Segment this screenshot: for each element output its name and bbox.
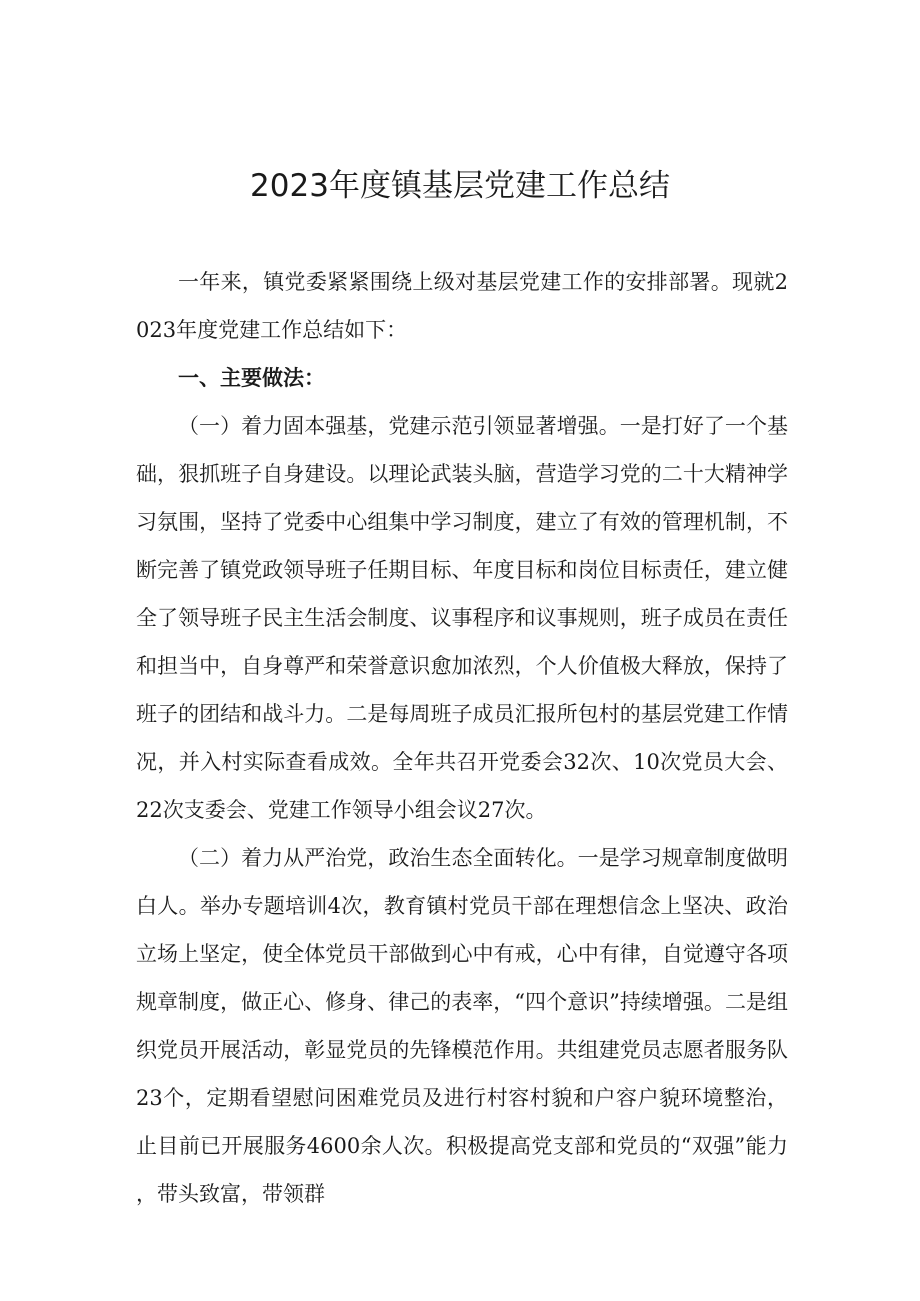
paragraph-strict-governance: （二）着力从严治党，政治生态全面转化。一是学习规章制度做明白人。举办专题培训4次，教育镇村党员干部在理想信念上坚决、政治立场上坚定，使全体党员干部做到心中有戒，心中有律，自觉遵守各项规章制度，做正心、修身、律己的表率，“四个意识”持续增强。二是组织党员开展活动，彰显党员的先锋模范作用。共组建党员志愿者服务队23个，定期看望慰问困难党员及进行村容村貌和户容户貌环境整治，止目前已开展服务4600余人次。积极提高党支部和党员的“双强”能力，带头致富，带领群 bbox=[136, 846, 788, 1206]
section-heading-main-practices: 一、主要做法： bbox=[178, 366, 325, 390]
document-body bbox=[136, 258, 788, 1218]
document-title: 2023年度镇基层党建工作总结 bbox=[250, 168, 670, 204]
paragraph-consolidate-foundation: （一）着力固本强基，党建示范引领显著增强。一是打好了一个基础，狠抓班子自身建设。以理论武装头脑，营造学习党的二十大精神学习氛围，坚持了党委中心组集中学习制度，建立了有效的管理机制，不断完善了镇党政领导班子任期目标、年度目标和岗位目标责任，建立健全了领导班子民主生活会制度、议事程序和议事规则，班子成员在责任和担当中，自身尊严和荣誉意识愈加浓烈，个人价值极大释放，保持了班子的团结和战斗力。二是每周班子成员汇报所包村的基层党建工作情况，并入村实际查看成效。全年共召开党委会32次、10次党员大会、22次支委会、党建工作领导小组会议27次。 bbox=[136, 414, 788, 822]
intro-paragraph: 一年来，镇党委紧紧围绕上级对基层党建工作的安排部署。现就2023年度党建工作总结如下： bbox=[136, 270, 788, 342]
